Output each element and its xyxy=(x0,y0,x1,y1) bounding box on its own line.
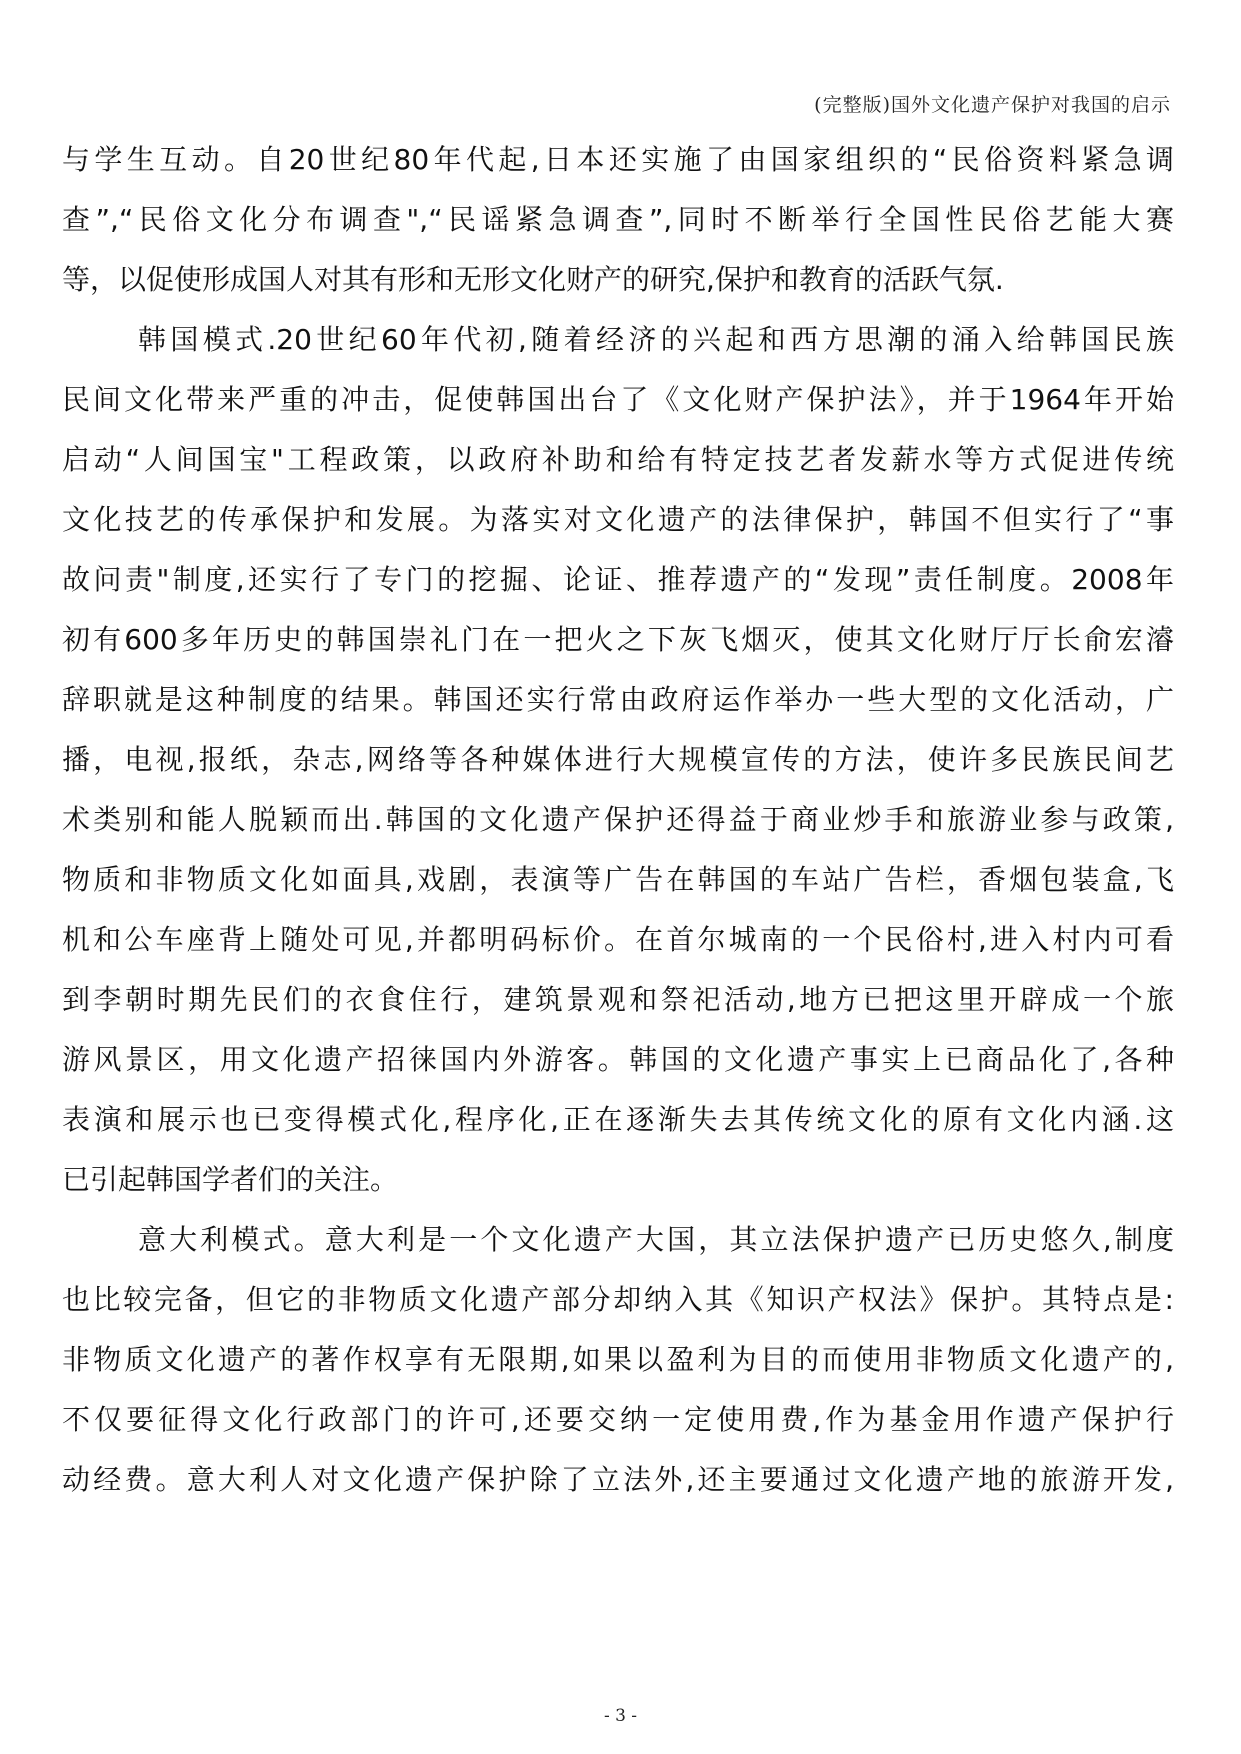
text-line: 等，以促使形成国人对其有形和无形文化财产的研究,保护和教育的活跃气氛. xyxy=(62,263,1004,296)
text-line: 物质和非物质文化如面具,戏剧，表演等广告在韩国的车站广告栏，香烟包装盒,飞 xyxy=(62,863,1174,896)
text-line: 也比较完备，但它的非物质文化遗产部分却纳入其《知识产权法》保护。其特点是: xyxy=(62,1283,1174,1316)
body-text xyxy=(62,130,1174,1510)
text-line: 游风景区，用文化遗产招徕国内外游客。韩国的文化遗产事实上已商品化了,各种 xyxy=(62,1043,1174,1076)
text-line: 初有600多年历史的韩国崇礼门在一把火之下灰飞烟灭，使其文化财厅厅长俞宏濬 xyxy=(62,623,1174,656)
text-line: 与学生互动。自20世纪80年代起,日本还实施了由国家组织的“民俗资料紧急调 xyxy=(62,143,1174,176)
paragraph-start-line: 意大利模式。意大利是一个文化遗产大国，其立法保护遗产已历史悠久,制度 xyxy=(138,1223,1174,1256)
text-line: 术类别和能人脱颖而出.韩国的文化遗产保护还得益于商业炒手和旅游业参与政策, xyxy=(62,803,1174,836)
text-line: 故问责"制度,还实行了专门的挖掘、论证、推荐遗产的“发现”责任制度。2008年 xyxy=(62,563,1174,596)
paragraph-start-line: 韩国模式.20世纪60年代初,随着经济的兴起和西方思潮的涌入给韩国民族 xyxy=(138,323,1174,356)
text-line: 已引起韩国学者们的关注。 xyxy=(62,1163,399,1196)
text-line: 民间文化带来严重的冲击，促使韩国出台了《文化财产保护法》，并于1964年开始 xyxy=(62,383,1174,416)
text-line: 非物质文化遗产的著作权享有无限期,如果以盈利为目的而使用非物质文化遗产的, xyxy=(62,1343,1174,1376)
text-line: 表演和展示也已变得模式化,程序化,正在逐渐失去其传统文化的原有文化内涵.这 xyxy=(62,1103,1174,1136)
text-line: 不仅要征得文化行政部门的许可,还要交纳一定使用费,作为基金用作遗产保护行 xyxy=(62,1403,1174,1436)
text-line: 查”,“民俗文化分布调查",“民谣紧急调查”,同时不断举行全国性民俗艺能大赛 xyxy=(62,203,1174,236)
text-line: 启动“人间国宝"工程政策，以政府补助和给有特定技艺者发薪水等方式促进传统 xyxy=(62,443,1174,476)
running-header: (完整版)国外文化遗产保护对我国的启示 xyxy=(814,94,1171,116)
text-line: 机和公车座背上随处可见,并都明码标价。在首尔城南的一个民俗村,进入村内可看 xyxy=(62,923,1174,956)
text-line: 到李朝时期先民们的衣食住行，建筑景观和祭祀活动,地方已把这里开辟成一个旅 xyxy=(62,983,1174,1016)
text-line: 文化技艺的传承保护和发展。为落实对文化遗产的法律保护，韩国不但实行了“事 xyxy=(62,503,1174,536)
page-number: - 3 - xyxy=(603,1706,638,1726)
text-line: 播，电视,报纸，杂志,网络等各种媒体进行大规模宣传的方法，使许多民族民间艺 xyxy=(62,743,1174,776)
text-line: 辞职就是这种制度的结果。韩国还实行常由政府运作举办一些大型的文化活动，广 xyxy=(62,683,1174,716)
text-line: 动经费。意大利人对文化遗产保护除了立法外,还主要通过文化遗产地的旅游开发, xyxy=(62,1463,1174,1496)
